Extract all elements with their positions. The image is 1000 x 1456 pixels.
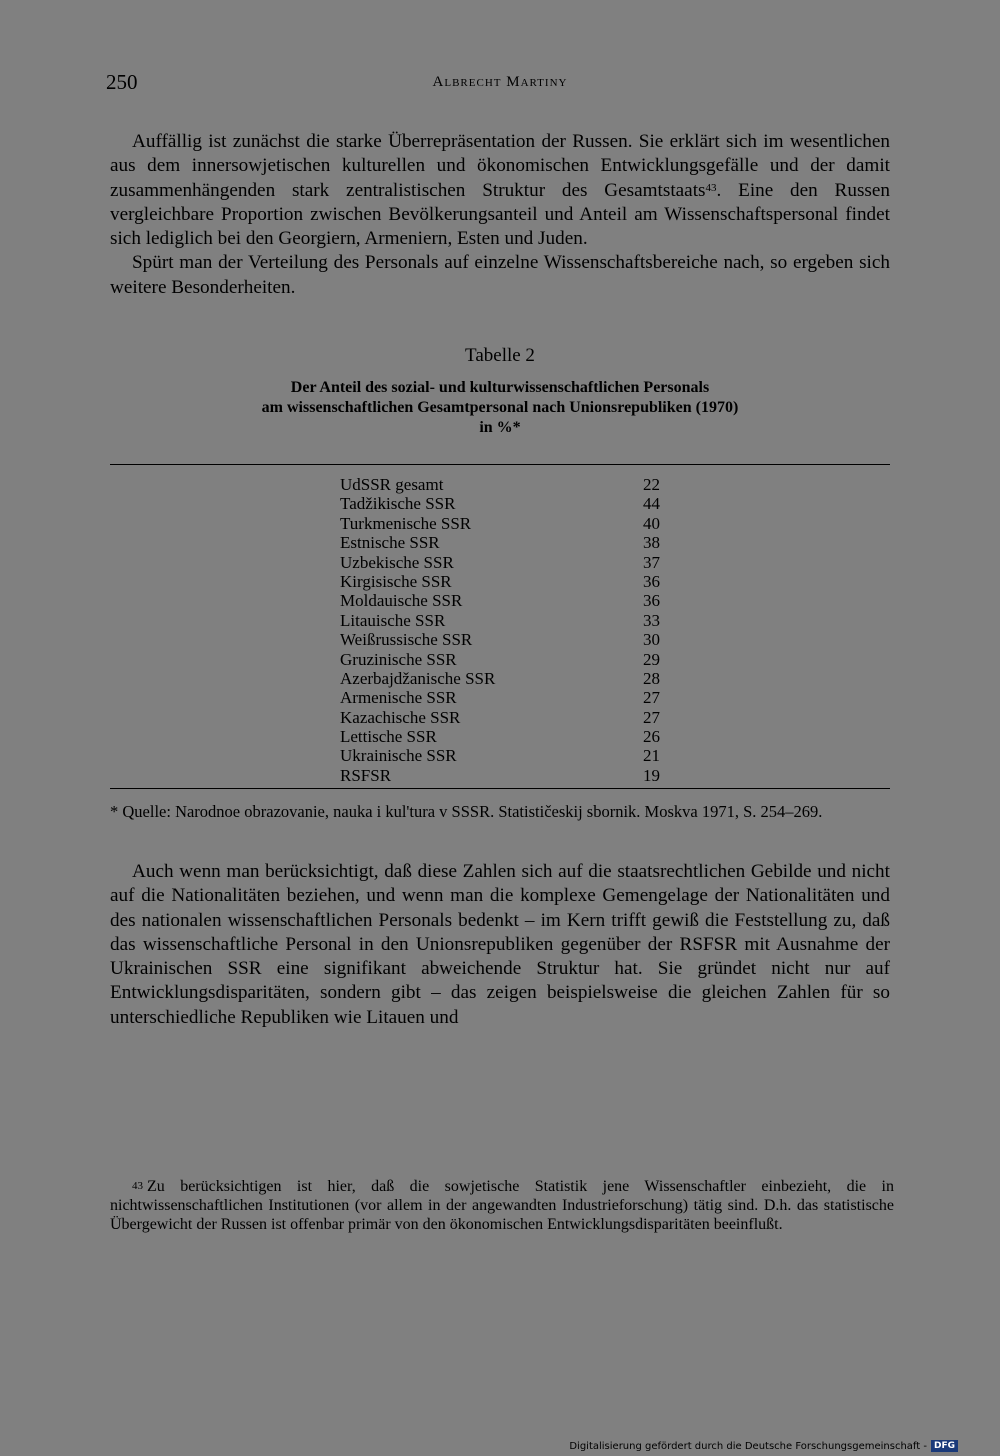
row-value: 36 — [643, 591, 660, 611]
table-source-note: * Quelle: Narodnoe obrazovanie, nauka i kul'tura v SSSR. Statističeskij sbornik. Moskva 1971, S. 254–269. — [110, 802, 823, 821]
row-value: 33 — [643, 610, 660, 630]
table-row — [340, 669, 660, 688]
table-title: Tabelle 2 — [465, 345, 535, 366]
body-text-bottom — [110, 860, 890, 1030]
digitization-credit — [569, 1440, 958, 1452]
table-row — [340, 533, 660, 552]
row-value: 40 — [643, 513, 660, 533]
row-label: Ukrainische SSR — [340, 746, 457, 766]
table-row — [340, 766, 660, 785]
row-label: Kirgisische SSR — [340, 571, 452, 591]
table-row — [340, 611, 660, 630]
row-label: Gruzinische SSR — [340, 649, 457, 669]
footnote-43 — [110, 1177, 894, 1234]
credit-text: Digitalisierung gefördert durch die Deutsche Forschungsgemeinschaft - — [569, 1440, 927, 1452]
table-row — [340, 630, 660, 649]
row-label: Armenische SSR — [340, 688, 457, 708]
dfg-logo: DFG — [931, 1440, 958, 1452]
row-value: 37 — [643, 552, 660, 572]
table-row — [340, 475, 660, 494]
paragraph-1-text: Auffällig ist zunächst die starke Überrepräsentation der Russen. Sie erklärt sich im wesentlichen aus dem innersowjetischen kulturellen und ökonomischen Entwicklungsgefälle und der damit zusammenhängenden stark zentralistischen Struktur des Gesamtstaats — [110, 131, 890, 201]
table-row — [340, 708, 660, 727]
footnote-ref-43[interactable]: 43 — [705, 181, 717, 194]
row-label: UdSSR gesamt — [340, 475, 444, 494]
table-row — [340, 650, 660, 669]
row-value: 27 — [643, 707, 660, 727]
row-value: 21 — [643, 746, 660, 766]
row-label: Estnische SSR — [340, 533, 440, 553]
table-caption-line: Der Anteil des sozial- und kulturwissenschaftlichen Personals — [290, 379, 710, 396]
table-row — [340, 572, 660, 591]
row-value: 22 — [643, 475, 660, 494]
row-label: Litauische SSR — [340, 610, 446, 630]
footnote-mark: 43 — [132, 1180, 143, 1192]
footnote-text: Zu berücksichtigen ist hier, daß die sowjetische Statistik jene Wissenschaftler einbezieht, die in nichtwissenschaftlichen Institutionen (vor allem in der angewandten Industrieforschung) tätig sind. D.h. das statistische Übergewicht der Russen ist offenbar primär von den ökonomischen Entwicklungsdisparitäten beeinflußt. — [110, 1178, 894, 1233]
paragraph-1-text-cont: . Eine den Russen vergleichbare Proportion zwischen Bevölkerungsanteil und Anteil am Wissenschaftspersonal findet sich lediglich bei den Georgiern, Armeniern, Esten und Juden. — [110, 179, 890, 250]
page-number: 250 — [106, 70, 138, 94]
row-value: 26 — [643, 727, 660, 747]
row-label: Tadžikische SSR — [340, 494, 456, 514]
paragraph-3: Auch wenn man berücksichtigt, daß diese Zahlen sich auf die staatsrechtlichen Gebilde und nicht auf die Nationalitäten beziehen, und wenn man die komplexe Gemengelage der Nationalitäten und des nationalen wissenschaftlichen Personals bedenkt – im Kern trifft gewiß die Feststellung zu, daß das wissenschaftliche Personal in den Unionsrepubliken gegenüber der RSFSR mit Ausnahme der Ukrainischen SSR eine signifikant abweichende Struktur hat. Sie gründet nicht nur auf Entwicklungsdisparitäten, sondern gibt – das zeigen beispielsweise die gleichen Zahlen für so unterschiedliche Republiken wie Litauen und — [110, 861, 890, 1028]
row-label: RSFSR — [340, 765, 392, 785]
row-value: 44 — [643, 494, 660, 514]
row-value: 30 — [643, 630, 660, 650]
table-row — [340, 591, 660, 610]
table-row — [340, 688, 660, 707]
row-value: 27 — [643, 688, 660, 708]
row-label: Lettische SSR — [340, 727, 437, 747]
table-caption-line: in %* — [479, 419, 521, 436]
table-row — [340, 727, 660, 746]
row-value: 19 — [643, 765, 660, 785]
table-row — [340, 553, 660, 572]
row-value: 28 — [643, 668, 660, 688]
paragraph-1 — [110, 130, 890, 251]
table-row — [340, 514, 660, 533]
table-bottom-rule — [110, 788, 890, 789]
table-row — [340, 494, 660, 513]
row-label: Kazachische SSR — [340, 707, 461, 727]
row-value: 38 — [643, 533, 660, 553]
row-label: Moldauische SSR — [340, 591, 463, 611]
row-value: 29 — [643, 649, 660, 669]
paragraph-2: Spürt man der Verteilung des Personals auf einzelne Wissenschaftsbereiche nach, so ergeben sich weitere Besonderheiten. — [110, 252, 890, 298]
row-label: Turkmenische SSR — [340, 513, 472, 533]
row-value: 36 — [643, 571, 660, 591]
table-top-rule — [110, 464, 890, 465]
row-label: Uzbekische SSR — [340, 552, 454, 572]
table-row — [340, 746, 660, 765]
table-caption — [0, 378, 1000, 438]
body-text-top — [110, 130, 890, 300]
data-table — [340, 475, 660, 785]
row-label: Weißrussische SSR — [340, 630, 473, 650]
row-label: Azerbajdžanische SSR — [340, 668, 496, 688]
table-caption-line: am wissenschaftlichen Gesamtpersonal nach Unionsrepubliken (1970) — [261, 399, 739, 416]
running-head-author: Albrecht Martiny — [432, 74, 568, 90]
